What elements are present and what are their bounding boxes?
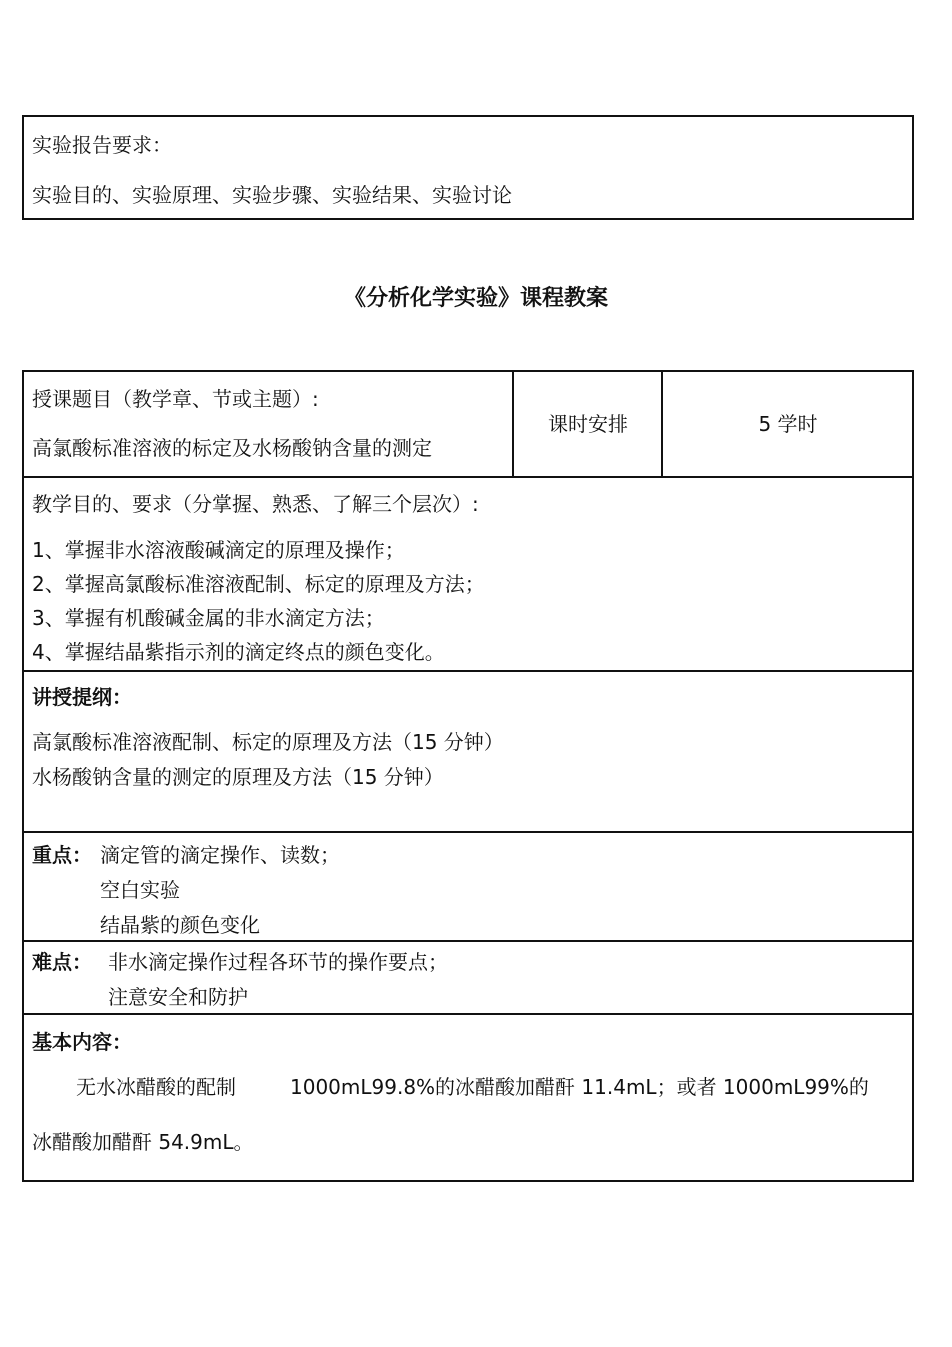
outline-item: 高氯酸标准溶液配制、标定的原理及方法（15 分钟） <box>32 730 504 754</box>
schedule-value: 5 学时 <box>758 412 818 436</box>
report-title: 实验报告要求： <box>32 133 172 157</box>
basic-content-label: 基本内容： <box>32 1030 132 1054</box>
content-text: 无水冰醋酸的配制 <box>76 1075 236 1099</box>
objective-item: 3、掌握有机酸碱金属的非水滴定方法； <box>32 606 385 630</box>
row-divider <box>24 940 912 942</box>
topic-value: 高氯酸标准溶液的标定及水杨酸钠含量的测定 <box>32 436 432 460</box>
key-point-item: 结晶紫的颜色变化 <box>100 913 260 937</box>
topic-label: 授课题目（教学章、节或主题）: <box>32 387 319 411</box>
column-divider <box>661 372 663 478</box>
key-points-label: 重点： <box>32 843 92 867</box>
schedule-label: 课时安排 <box>548 412 628 436</box>
row-divider <box>24 1013 912 1015</box>
outline-item: 水杨酸钠含量的测定的原理及方法（15 分钟） <box>32 765 444 789</box>
key-point-item: 滴定管的滴定操作、读数； <box>100 843 340 867</box>
objectives-label: 教学目的、要求（分掌握、熟悉、了解三个层次）: <box>32 492 479 516</box>
objective-item: 2、掌握高氯酸标准溶液配制、标定的原理及方法； <box>32 572 485 596</box>
difficult-points-label: 难点： <box>32 950 92 974</box>
difficult-point-item: 非水滴定操作过程各环节的操作要点； <box>108 950 448 974</box>
row-divider <box>24 831 912 833</box>
objective-item: 1、掌握非水溶液酸碱滴定的原理及操作； <box>32 538 405 562</box>
column-divider <box>512 372 514 478</box>
difficult-point-item: 注意安全和防护 <box>108 985 248 1009</box>
row-divider <box>24 476 912 478</box>
key-point-item: 空白实验 <box>100 878 180 902</box>
page-title: 《分析化学实验》课程教案 <box>343 286 608 311</box>
report-content: 实验目的、实验原理、实验步骤、实验结果、实验讨论 <box>32 183 512 207</box>
report-requirements-box <box>22 115 914 220</box>
outline-label: 讲授提纲： <box>32 685 132 709</box>
objective-item: 4、掌握结晶紫指示剂的滴定终点的颜色变化。 <box>32 640 445 664</box>
content-text: 冰醋酸加醋酐 54.9mL。 <box>32 1130 254 1154</box>
course-plan-table <box>22 370 914 1182</box>
content-text: 1000mL99.8%的冰醋酸加醋酐 11.4mL；或者 1000mL99%的 <box>290 1075 869 1099</box>
row-divider <box>24 670 912 672</box>
